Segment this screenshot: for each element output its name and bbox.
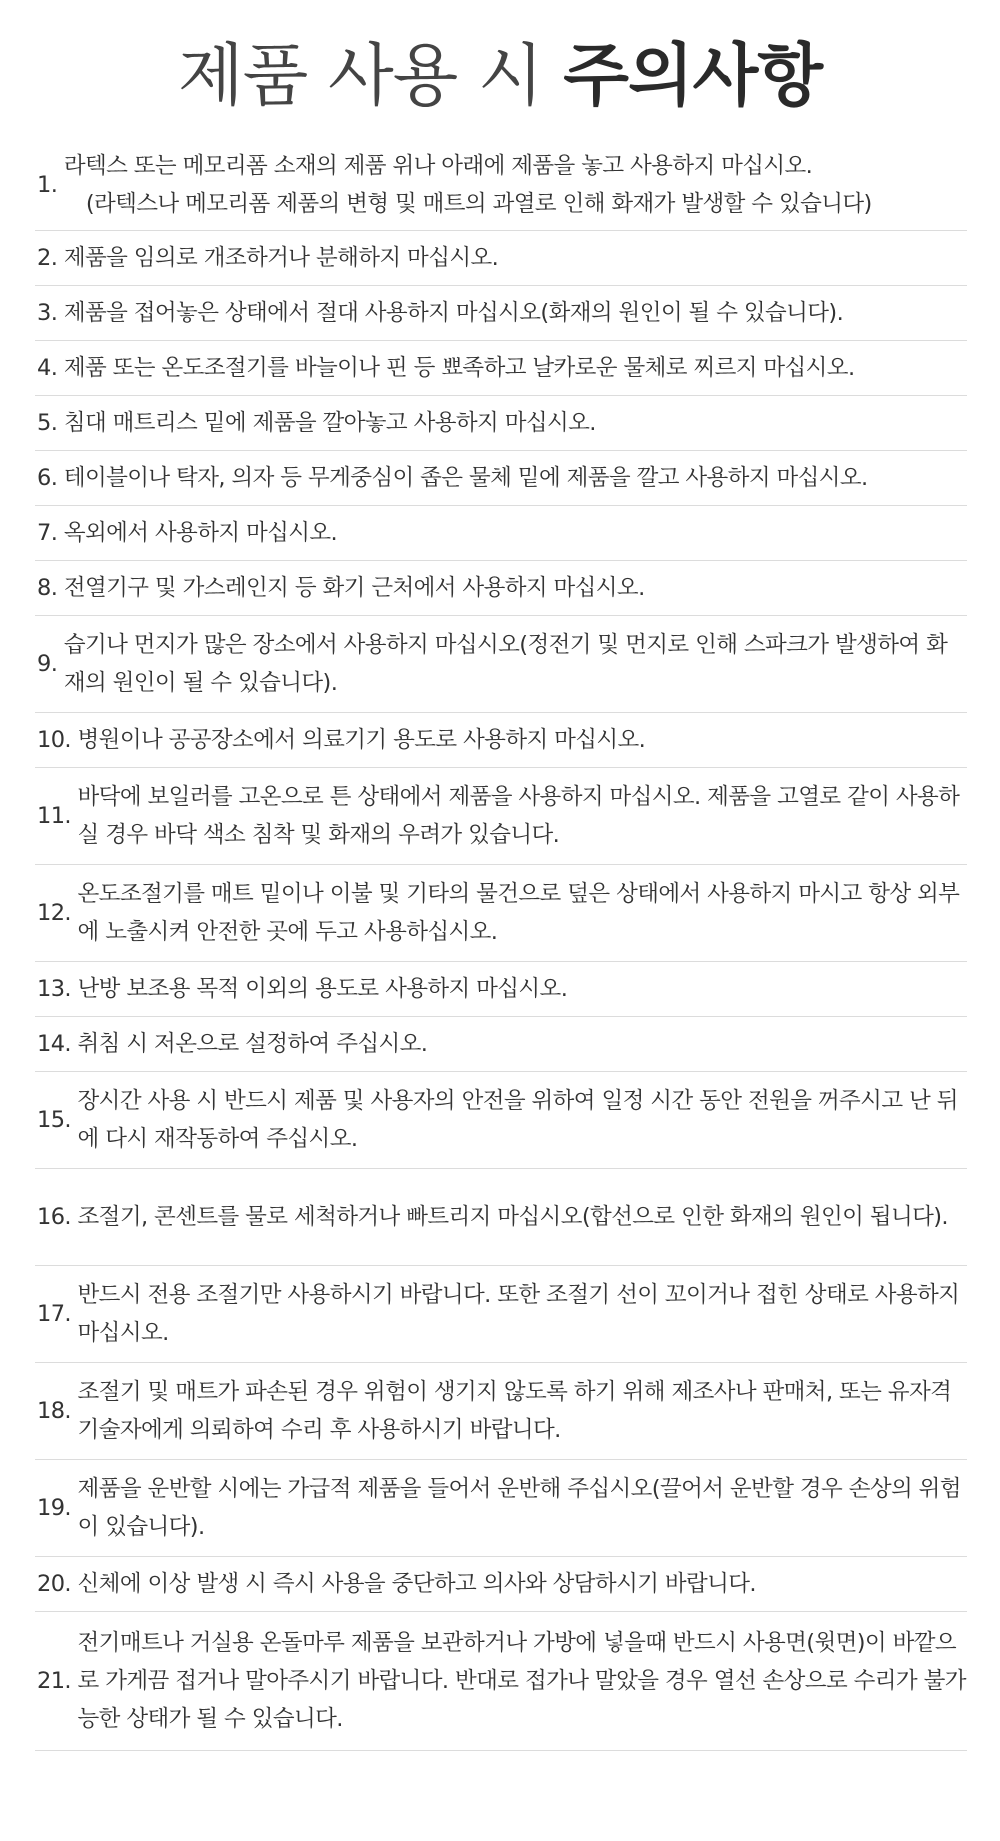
caution-item-number: 5. <box>37 410 64 436</box>
caution-item-2 <box>35 231 967 286</box>
caution-item-14 <box>35 1017 967 1072</box>
caution-item-21 <box>35 1612 967 1751</box>
caution-item-text: 신체에 이상 발생 시 즉시 사용을 중단하고 의사와 상담하시기 바랍니다. <box>77 1571 756 1597</box>
caution-item-number: 12. <box>37 900 78 926</box>
caution-item-1 <box>35 139 967 231</box>
caution-item-number: 8. <box>37 575 64 601</box>
caution-item-text: 제품 또는 온도조절기를 바늘이나 핀 등 뾰족하고 날카로운 물체로 찌르지 마십시오. <box>63 355 855 381</box>
caution-item-number: 9. <box>37 651 64 677</box>
caution-item-text: 취침 시 저온으로 설정하여 주십시오. <box>77 1031 428 1057</box>
caution-item-text: 제품을 임의로 개조하거나 분해하지 마십시오. <box>63 245 499 271</box>
caution-item-text: 침대 매트리스 밑에 제품을 깔아놓고 사용하지 마십시오. <box>63 410 596 436</box>
caution-item-number: 17. <box>37 1301 78 1327</box>
caution-item-text: 제품을 운반할 시에는 가급적 제품을 들어서 운반해 주십시오(끌어서 운반할 경우 손상의 위험이 있습니다). <box>77 1476 961 1540</box>
page-title-light: 제품 사용 시 <box>177 37 543 116</box>
caution-item-6 <box>35 451 967 506</box>
page-title-bold: 주의사항 <box>563 37 823 116</box>
caution-item-11 <box>35 768 967 865</box>
caution-item-number: 15. <box>37 1107 78 1133</box>
caution-item-number: 3. <box>37 300 64 326</box>
caution-item-text: 옥외에서 사용하지 마십시오. <box>63 520 338 546</box>
caution-item-9 <box>35 616 967 713</box>
caution-item-number: 7. <box>37 520 64 546</box>
caution-item-number: 1. <box>37 171 64 198</box>
caution-item-13 <box>35 962 967 1017</box>
caution-item-number: 16. <box>37 1204 78 1230</box>
caution-item-20 <box>35 1557 967 1612</box>
caution-item-17 <box>35 1266 967 1363</box>
page-title <box>0 0 1000 122</box>
caution-item-number: 10. <box>37 727 78 753</box>
caution-item-number: 2. <box>37 245 64 271</box>
caution-item-18 <box>35 1363 967 1460</box>
caution-item-3 <box>35 286 967 341</box>
caution-item-text: 온도조절기를 매트 밑이나 이불 및 기타의 물건으로 덮은 상태에서 사용하지 마시고 항상 외부에 노출시켜 안전한 곳에 두고 사용하십시오. <box>77 881 960 945</box>
caution-item-text: 습기나 먼지가 많은 장소에서 사용하지 마십시오(정전기 및 먼지로 인해 스파크가 발생하여 화재의 원인이 될 수 있습니다). <box>63 632 948 696</box>
caution-item-number: 21. <box>37 1668 78 1694</box>
caution-item-7 <box>35 506 967 561</box>
caution-item-text: 조절기, 콘센트를 물로 세척하거나 빠트리지 마십시오(합선으로 인한 화재의 원인이 됩니다). <box>77 1204 948 1230</box>
caution-item-text: 난방 보조용 목적 이외의 용도로 사용하지 마십시오. <box>77 976 568 1002</box>
caution-item-number: 11. <box>37 803 78 829</box>
caution-item-15 <box>35 1072 967 1169</box>
caution-item-8 <box>35 561 967 616</box>
caution-item-text: 바닥에 보일러를 고온으로 튼 상태에서 제품을 사용하지 마십시오. 제품을 고열로 같이 사용하실 경우 바닥 색소 침착 및 화재의 우려가 있습니다. <box>77 784 960 848</box>
caution-item-16 <box>35 1169 967 1266</box>
caution-list <box>35 139 967 1751</box>
caution-item-text: 병원이나 공공장소에서 의료기기 용도로 사용하지 마십시오. <box>77 727 646 753</box>
caution-item-number: 4. <box>37 355 64 381</box>
caution-item-note: (라텍스나 메모리폼 제품의 변형 및 매트의 과열로 인해 화재가 발생할 수 있습니다) <box>85 190 872 217</box>
caution-item-5 <box>35 396 967 451</box>
caution-item-text: 전기매트나 거실용 온돌마루 제품을 보관하거나 가방에 넣을때 반드시 사용면(윗면)이 바깥으로 가게끔 접거나 말아주시기 바랍니다. 반대로 접가나 말았을 경우 열선 손상으로 수리가 불가능한 상태가 될 수 있습니다. <box>77 1630 966 1732</box>
caution-item-12 <box>35 865 967 962</box>
caution-item-number: 13. <box>37 976 78 1002</box>
caution-item-number: 20. <box>37 1571 78 1597</box>
caution-item-number: 14. <box>37 1031 78 1057</box>
caution-item-10 <box>35 713 967 768</box>
caution-item-number: 6. <box>37 465 64 491</box>
caution-item-text: 라텍스 또는 메모리폼 소재의 제품 위나 아래에 제품을 놓고 사용하지 마십시오. <box>63 152 813 179</box>
caution-item-body <box>64 147 967 223</box>
caution-item-number: 19. <box>37 1495 78 1521</box>
caution-item-19 <box>35 1460 967 1557</box>
caution-item-4 <box>35 341 967 396</box>
caution-item-text: 테이블이나 탁자, 의자 등 무게중심이 좁은 물체 밑에 제품을 깔고 사용하지 마십시오. <box>63 465 868 491</box>
caution-item-text: 제품을 접어놓은 상태에서 절대 사용하지 마십시오(화재의 원인이 될 수 있습니다). <box>63 300 844 326</box>
caution-item-text: 장시간 사용 시 반드시 제품 및 사용자의 안전을 위하여 일정 시간 동안 전원을 꺼주시고 난 뒤에 다시 재작동하여 주십시오. <box>77 1088 958 1152</box>
caution-item-number: 18. <box>37 1398 78 1424</box>
caution-item-text: 반드시 전용 조절기만 사용하시기 바랍니다. 또한 조절기 선이 꼬이거나 접힌 상태로 사용하지 마십시오. <box>77 1282 960 1346</box>
caution-item-text: 조절기 및 매트가 파손된 경우 위험이 생기지 않도록 하기 위해 제조사나 판매처, 또는 유자격 기술자에게 의뢰하여 수리 후 사용하시기 바랍니다. <box>77 1379 952 1443</box>
caution-item-text: 전열기구 및 가스레인지 등 화기 근처에서 사용하지 마십시오. <box>63 575 645 601</box>
